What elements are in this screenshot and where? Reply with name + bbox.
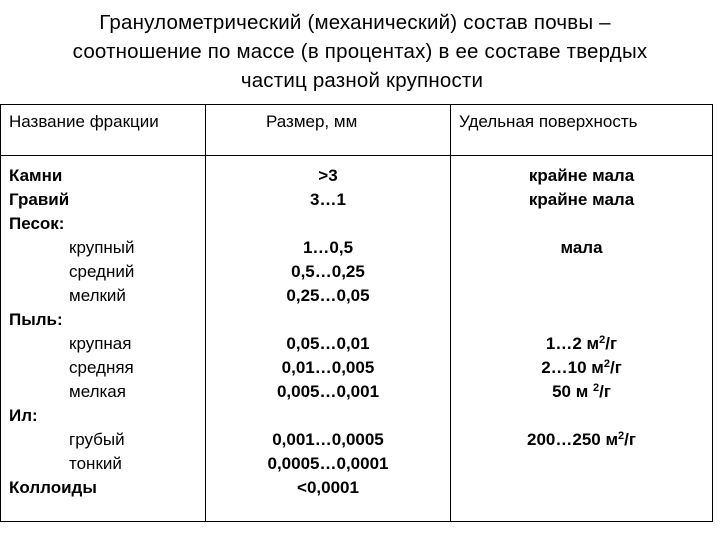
size-value: 0,005…0,001 [276, 382, 380, 401]
size-value: 0,25…0,05 [286, 286, 370, 305]
title-line-1: Гранулометрический (механический) состав почвы – [99, 11, 611, 34]
header-surface: Удельная поверхность [451, 105, 713, 156]
header-fraction-name: Название фракции [1, 105, 206, 156]
surface-value: 50 м $^2$/г [552, 382, 611, 401]
fraction-subname: средняя [69, 358, 134, 377]
slide-title [0, 8, 720, 95]
size-value: 0,05…0,01 [286, 334, 370, 353]
header-size: Размер, мм [206, 105, 451, 156]
surface-value [451, 308, 712, 332]
fraction-subname: грубый [69, 430, 125, 449]
fraction-group-name: Песок: [9, 214, 65, 233]
fraction-name: Гравий [9, 190, 70, 209]
table-header-row [1, 105, 713, 156]
fraction-subname: мелкая [69, 382, 126, 401]
surface-value: крайне мала [528, 166, 635, 185]
surface-value [451, 452, 712, 476]
surface-value [451, 212, 712, 236]
soil-fraction-table [0, 104, 713, 522]
size-value: 0,01…0,005 [281, 358, 375, 377]
fraction-name: Коллоиды [9, 478, 97, 497]
surface-value [451, 476, 712, 500]
size-value: 3…1 [310, 190, 346, 209]
fraction-group-name: Ил: [9, 406, 38, 425]
size-value [206, 212, 450, 236]
surface-value: крайне мала [528, 190, 635, 209]
size-value: <0,0001 [297, 478, 359, 497]
title-line-3: частиц разной крупности [240, 69, 484, 92]
fraction-name-column [1, 156, 206, 522]
size-value: 0,0005…0,0001 [267, 454, 389, 473]
surface-value: 200…250 $м^2/г$ [527, 430, 636, 449]
fraction-subname: мелкий [69, 286, 126, 305]
table-body-row [1, 156, 713, 522]
fraction-subname: крупный [69, 238, 135, 257]
surface-value: 1…2 $м^2/г$ [545, 334, 618, 353]
fraction-subname: средний [69, 262, 135, 281]
surface-value [451, 260, 712, 284]
size-value [206, 404, 450, 428]
size-value: 0,001…0,0005 [272, 430, 384, 449]
fraction-group-name: Пыль: [9, 310, 63, 329]
surface-value [451, 404, 712, 428]
size-value: 1…0,5 [302, 238, 354, 257]
surface-value: 2…10 $м^2/г$ [541, 358, 622, 377]
fraction-subname: крупная [69, 334, 132, 353]
size-value [206, 308, 450, 332]
surface-value: мала [560, 238, 603, 257]
size-value: 0,5…0,25 [291, 262, 365, 281]
fraction-subname: тонкий [69, 454, 122, 473]
surface-column [451, 156, 713, 522]
title-line-2: соотношение по массе (в процентах) в ее составе твердых [72, 40, 648, 63]
size-column [206, 156, 451, 522]
size-value: >3 [318, 166, 338, 185]
surface-value [451, 284, 712, 308]
fraction-name: Камни [9, 166, 63, 185]
